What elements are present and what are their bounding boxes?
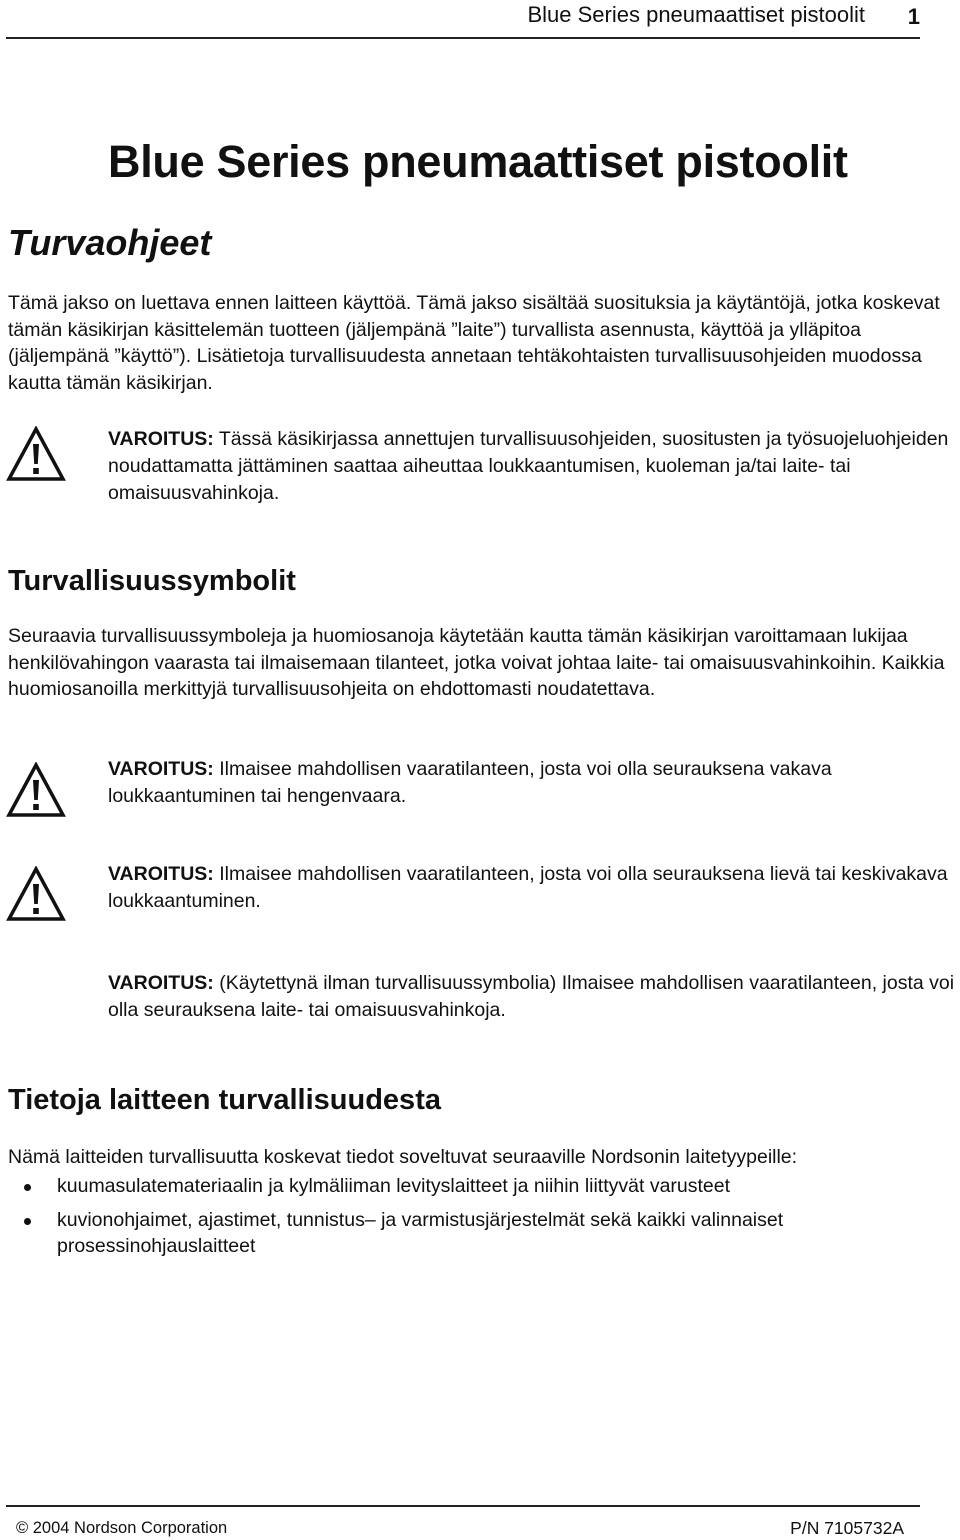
list-item-text: kuvionohjaimet, ajastimet, tunnistus– ja varmistusjärjestelmät sekä kaikki valinnaiset prosessinohjauslaitteet bbox=[57, 1208, 784, 1257]
footer-divider bbox=[6, 1505, 920, 1507]
list-item-text: kuumasulatemateriaalin ja kylmäliiman levityslaitteet ja niihin liittyvät varusteet bbox=[57, 1175, 731, 1197]
warning-label: VAROITUS: bbox=[108, 863, 214, 885]
footer-copyright: © 2004 Nordson Corporation bbox=[16, 1519, 228, 1537]
list-item bbox=[8, 1173, 948, 1200]
warning-text: (Käytettynä ilman turvallisuussymbolia) Ilmaisee mahdollisen vaaratilanteen, josta voi olla seurauksena laite- tai omaisuusvahinkoja. bbox=[108, 972, 955, 1021]
warning-text: Ilmaisee mahdollisen vaaratilanteen, josta voi olla seurauksena lievä tai keskivakava loukkaantuminen. bbox=[108, 863, 948, 912]
warning-label: VAROITUS: bbox=[108, 972, 214, 994]
safety-warning bbox=[108, 426, 958, 507]
footer-part-number: P/N 7105732A bbox=[790, 1518, 904, 1538]
warning-triangle-icon bbox=[6, 866, 66, 922]
equipment-intro-paragraph: Nämä laitteiden turvallisuutta koskevat tiedot soveltuvat seuraaville Nordsonin laitetyypeille: bbox=[8, 1146, 798, 1168]
header-divider bbox=[6, 37, 920, 39]
document-title: Blue Series pneumaattiset pistoolit bbox=[108, 136, 848, 187]
section-heading-equipment: Tietoja laitteen turvallisuudesta bbox=[8, 1084, 441, 1116]
section-heading-safety: Turvaohjeet bbox=[8, 222, 212, 263]
equipment-types-list bbox=[8, 1173, 948, 1267]
bullet-icon bbox=[24, 1218, 31, 1225]
bullet-icon bbox=[24, 1184, 31, 1191]
warning-triangle-icon bbox=[6, 426, 66, 482]
warning-property-damage bbox=[108, 970, 958, 1024]
warning-triangle-icon bbox=[6, 762, 66, 818]
warning-serious-injury bbox=[108, 756, 958, 810]
warning-minor-injury bbox=[108, 861, 958, 915]
warning-label: VAROITUS: bbox=[108, 758, 214, 780]
warning-text: Ilmaisee mahdollisen vaaratilanteen, josta voi olla seurauksena vakava loukkaantuminen tai hengenvaara. bbox=[108, 758, 832, 807]
symbols-intro-paragraph: Seuraavia turvallisuussymboleja ja huomiosanoja käytetään kautta tämän käsikirjan varoittamaan lukijaa henkilövahingon vaarasta tai ilmaisemaan tilanteet, jotka voivat johtaa laite- tai omaisuusvahinkoihin. Kaikkia huomiosanoilla merkittyjä turvallisuusohjeita on ehdottomasti noudatettava. bbox=[8, 625, 945, 700]
section-heading-symbols: Turvallisuussymbolit bbox=[8, 565, 296, 597]
safety-intro-paragraph: Tämä jakso on luettava ennen laitteen käyttöä. Tämä jakso sisältää suosituksia ja käytäntöjä, jotka koskevat tämän käsikirjan käsittelemän tuotteen (jäljempänä ”laite”) turvallista asennusta, käyttöä ja ylläpitoa (jäljempänä ”käyttö”). Lisätietoja turvallisuudesta annetaan tehtäkohtaisten turvallisuusohjeiden muodossa kautta tämän käsikirjan. bbox=[8, 292, 940, 394]
warning-text: Tässä käsikirjassa annettujen turvallisuusohjeiden, suositusten ja työsuojeluohjeiden noudattamatta jättäminen saattaa aiheuttaa loukkaantumisen, kuoleman ja/tai laite- tai omaisuusvahinkoja. bbox=[108, 428, 949, 504]
list-item bbox=[8, 1207, 948, 1260]
page-number: 1 bbox=[907, 4, 920, 29]
warning-label: VAROITUS: bbox=[108, 428, 214, 450]
running-header-title: Blue Series pneumaattiset pistoolit bbox=[527, 2, 865, 27]
